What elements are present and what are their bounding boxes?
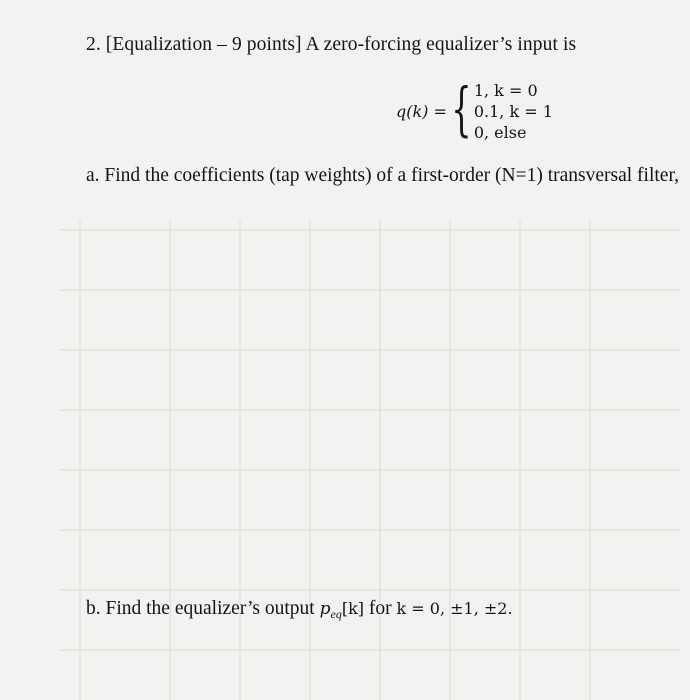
case-k-0: 1, k = 0: [473, 80, 538, 100]
part-b-subscript: eq: [330, 607, 342, 621]
left-brace-icon: {: [451, 75, 472, 143]
part-b-condition: k = 0, ±1, ±2.: [396, 599, 513, 618]
part-b-middle: for: [364, 598, 397, 619]
equation-lhs: q(k) =: [396, 101, 447, 121]
case-k-1: 0.1, k = 1: [473, 101, 553, 121]
part-b-symbol: p: [319, 599, 331, 619]
part-b-argument: [k]: [341, 599, 365, 618]
case-else: 0, else: [473, 122, 527, 142]
part-b-prefix: b. Find the equalizer’s output: [86, 598, 320, 619]
equation-cases: [474, 81, 553, 142]
piecewise-equation: [396, 76, 553, 146]
part-a-text: a. Find the coefficients (tap weights) of a first-order (N=1) transversal filter,: [86, 165, 680, 186]
part-b-text: [86, 598, 513, 622]
question-statement: 2. [Equalization – 9 points] A zero-forcing equalizer’s input is: [86, 34, 577, 55]
